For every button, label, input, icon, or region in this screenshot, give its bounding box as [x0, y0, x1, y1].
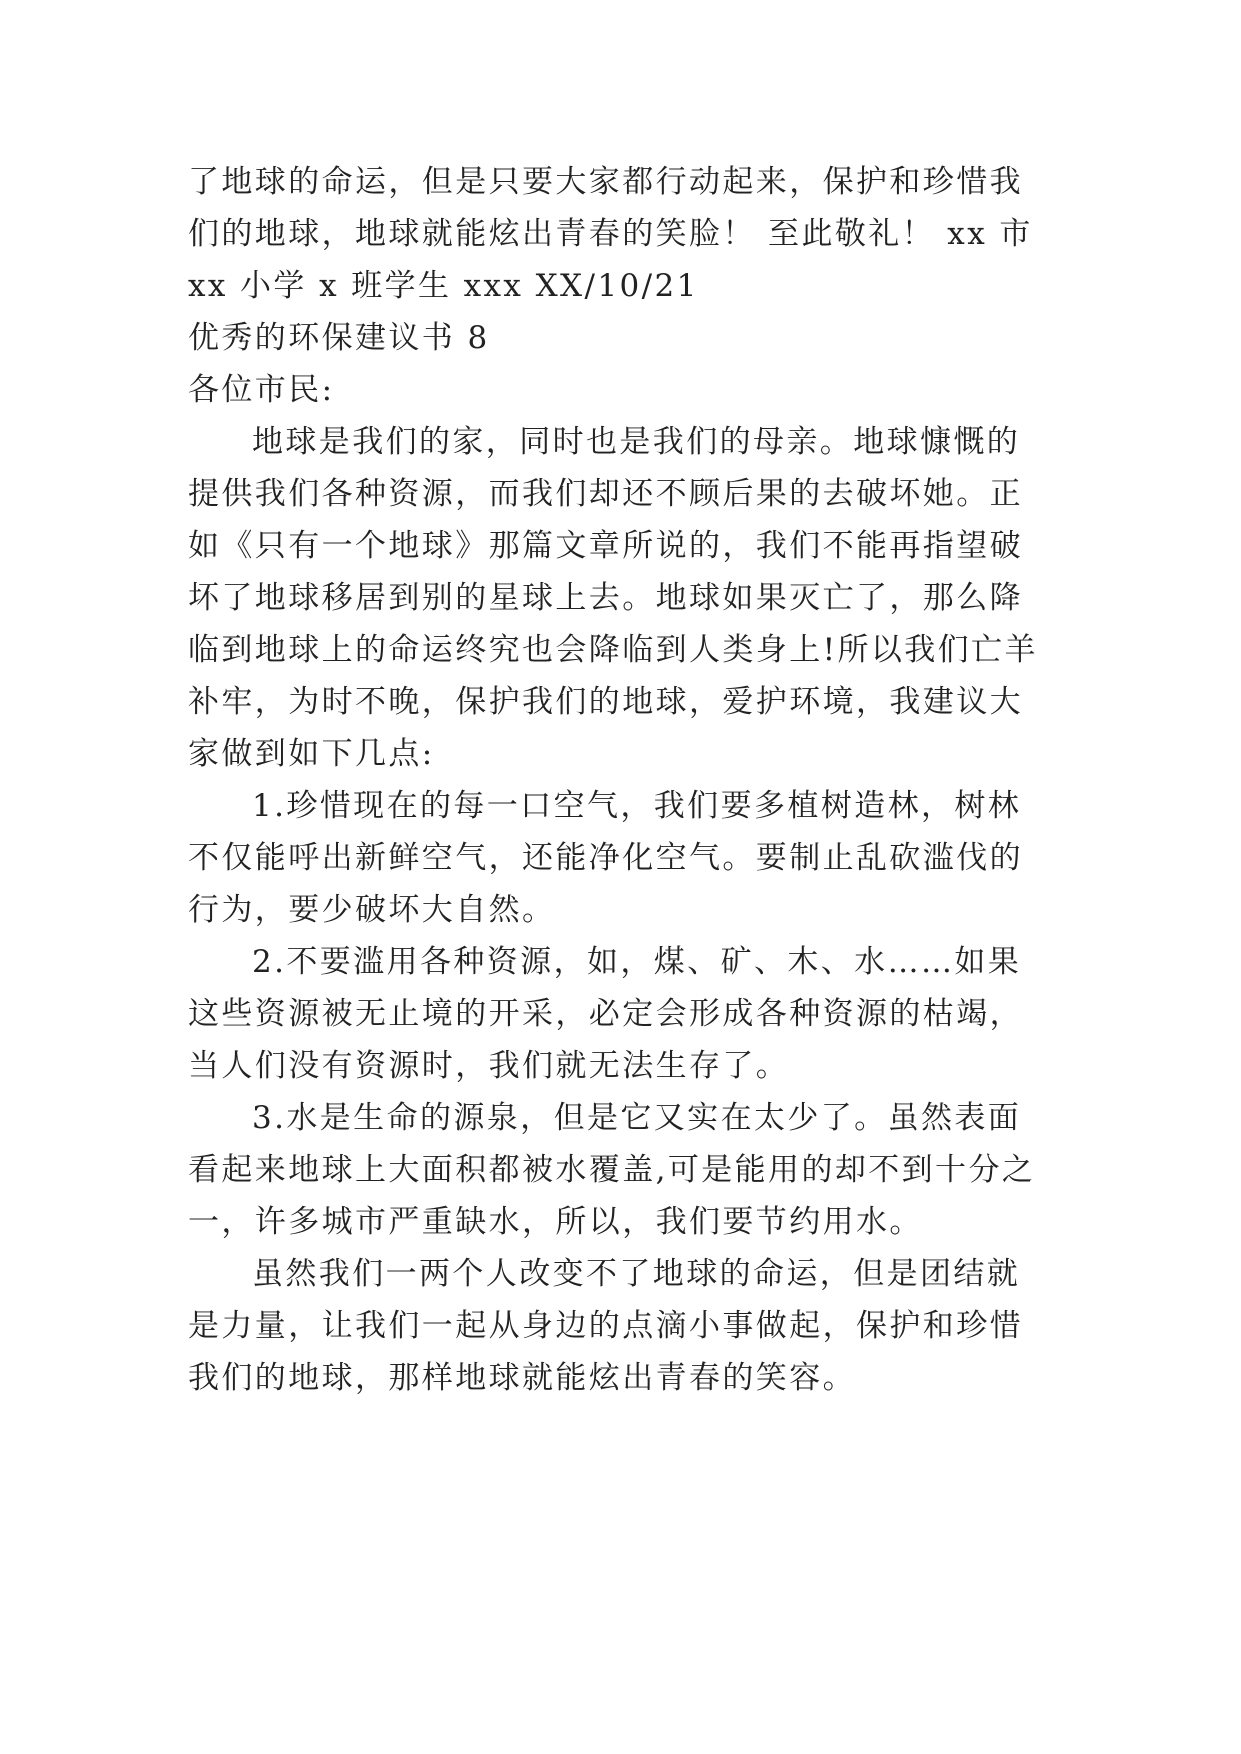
- suggestion-3-paragraph: 3.水是生命的源泉，但是它又实在太少了。虽然表面看起来地球上大面积都被水覆盖,可是能用的却不到十分之一，许多城市严重缺水，所以，我们要节约用水。: [188, 1100, 1036, 1240]
- document-body: [188, 156, 1050, 1404]
- suggestion-2-paragraph: 2.不要滥用各种资源，如，煤、矿、木、水……如果这些资源被无止境的开采，必定会形成各种资源的枯竭，当人们没有资源时，我们就无法生存了。: [188, 944, 1023, 1084]
- salutation: 各位市民:: [188, 372, 335, 408]
- closing-paragraph: 虽然我们一两个人改变不了地球的命运，但是团结就是力量，让我们一起从身边的点滴小事做起，保护和珍惜我们的地球，那样地球就能炫出青春的笑容。: [188, 1256, 1023, 1396]
- intro-paragraph: 地球是我们的家，同时也是我们的母亲。地球慷慨的提供我们各种资源，而我们却还不顾后果的去破坏她。正如《只有一个地球》那篇文章所说的，我们不能再指望破坏了地球移居到别的星球上去。地球如果灭亡了，那么降临到地球上的命运终究也会降临到人类身上!所以我们亡羊补牢，为时不晚，保护我们的地球，爱护环境，我建议大家做到如下几点:: [188, 424, 1038, 772]
- suggestion-1-paragraph: 1.珍惜现在的每一口空气，我们要多植树造林，树林不仅能呼出新鲜空气，还能净化空气。要制止乱砍滥伐的行为，要少破坏大自然。: [188, 788, 1023, 928]
- continued-paragraph: 了地球的命运，但是只要大家都行动起来，保护和珍惜我们的地球，地球就能炫出青春的笑脸！ 至此敬礼！ xx 市 xx 小学 x 班学生 xxx XX/10/21: [188, 164, 1033, 304]
- section-title: 优秀的环保建议书 8: [188, 320, 490, 356]
